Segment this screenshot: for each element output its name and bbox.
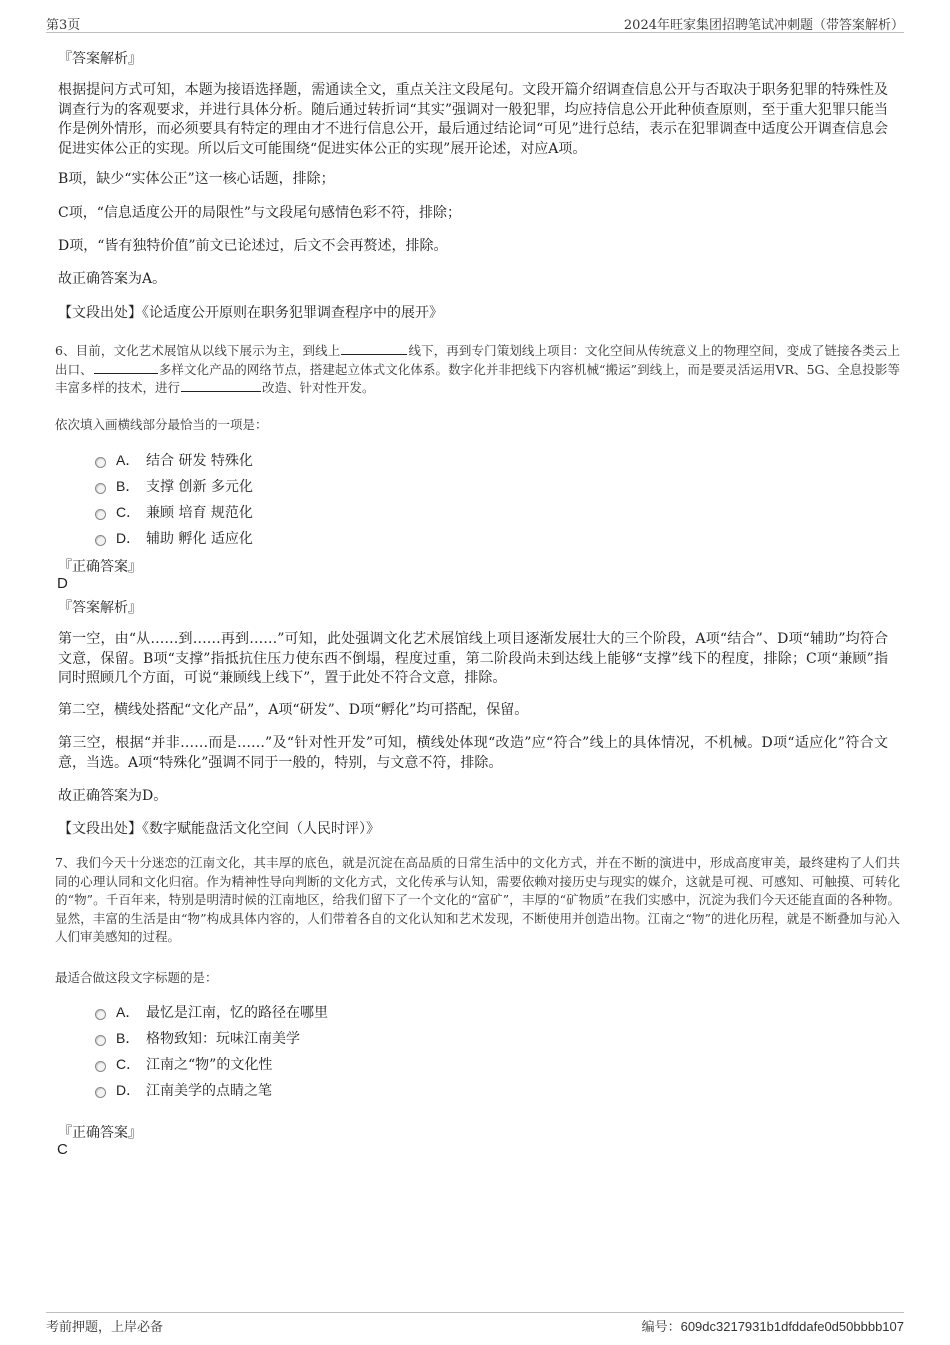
q6-blank-3 (181, 379, 261, 392)
q5-analysis-text: 根据提问方式可知，本题为接语选择题，需通读全文，重点关注文段尾句。文段开篇介绍调查信息公开与否取决于职务犯罪的特殊性及调查行为的客观要求，并进行具体分析。随后通过转折词“其实”强调对一般犯罪，均应持信息公开此种侦查原则，至于重大犯罪只能当作是例外情形，而必须要具有特定的理由才不进行信息公开，最后通过结论词“可见”进行总结，表示在犯罪调查中适度公开调查信息会促进实体公正的实现。所以后文可能围绕“促进实体公正的实现”展开论述，对应A项。 (58, 82, 888, 157)
q6-blank-2 (94, 361, 158, 374)
q5-source: 【文段出处】《论适度公开原则在职务犯罪调查程序中的展开》 (58, 305, 443, 321)
q6-analysis-p2: 第二空，横线处搭配“文化产品”，A项“研发”、D项“孵化”均可搭配，保留。 (58, 702, 529, 718)
q6-answer-label: 『正确答案』 (58, 559, 142, 575)
radio-icon[interactable] (95, 457, 106, 468)
q6-option-d[interactable]: D． 辅助 孵化 适应化 (95, 525, 253, 551)
q7-option-b[interactable]: B． 格物致知：玩味江南美学 (95, 1025, 328, 1051)
q6-stem-part4: 改造、针对性开发。 (262, 380, 375, 395)
q7-answer: C (57, 1141, 68, 1158)
q6-stem-part3: 多样文化产品的网络节点，搭建起立体式文化体系。数字化并非把线下内容机械“搬运”到线上，而是要灵活运用VR、5G、全息投影等丰富多样的技术，进行 (55, 361, 900, 395)
footer-code-value: 609dc3217931b1dfddafe0d50bbbb107 (680, 1319, 904, 1334)
q6-stem-part1: 6、目前，文化艺术展馆从以线下展示为主，到线上 (55, 343, 341, 358)
q6-option-b[interactable]: B． 支撑 创新 多元化 (95, 473, 253, 499)
q6-stem (55, 342, 900, 398)
radio-icon[interactable] (95, 1009, 106, 1020)
q6-analysis-p1: 第一空，由“从……到……再到……”可知，此处强调文化艺术展馆线上项目逐渐发展壮大的三个阶段，A项“结合”、D项“辅助”均符合文意，保留。B项“支撑”指抵抗住压力使东西不倒塌，程度过重，第二阶段尚未到达线上能够“支撑”线下的程度，排除；C项“兼顾”指同时照顾几个方面，可说“兼顾线上线下”，置于此处不符合文意，排除。 (58, 631, 888, 686)
radio-icon[interactable] (95, 509, 106, 520)
q6-analysis-label: 『答案解析』 (58, 600, 142, 616)
q6-options (95, 447, 253, 551)
q6-conclusion: 故正确答案为D。 (58, 788, 168, 804)
q6-blank-1 (341, 342, 407, 355)
q7-option-c[interactable]: C． 江南之“物”的文化性 (95, 1051, 328, 1077)
page-footer (46, 1312, 904, 1333)
radio-icon[interactable] (95, 535, 106, 546)
q7-stem: 7、我们今天十分迷恋的江南文化，其丰厚的底色，就是沉淀在高品质的日常生活中的文化方式，并在不断的演进中，形成高度审美，最终建构了人们共同的心理认同和文化归宿。作为精神性导向判断的文化方式，文化传承与认知，需要依赖对接历史与现实的媒介，这就是可视、可感知、可触摸、可转化的“物”。千百年来，特别是明清时候的江南地区，给我们留下了一个文化的“富矿”，丰厚的“矿物质”在我们实感中，沉淀为我们今天还能直面的各种物。显然，丰富的生活是由“物”构成具体内容的，人们带着各自的文化认知和艺术发现，不断使用并创造出物。江南之“物”的进化历程，就是不断叠加与沁入人们审美感知的过程。 (55, 855, 900, 944)
page-number: 第3页 (46, 18, 81, 33)
page-header (46, 14, 904, 33)
footer-code (642, 1316, 904, 1335)
q6-stem-part2: 线下，再到专门策划线上项目：文化空间从传统意义上的物理空间，变成了链接各类云上出口、 (55, 343, 900, 377)
q6-prompt: 依次填入画横线部分最恰当的一项是： (55, 417, 268, 432)
q6-option-a[interactable]: A． 结合 研发 特殊化 (95, 447, 253, 473)
footer-slogan: 考前押题，上岸必备 (46, 1320, 164, 1335)
q6-option-c[interactable]: C． 兼顾 培育 规范化 (95, 499, 253, 525)
q6-source: 【文段出处】《数字赋能盘活文化空间（人民时评）》 (58, 821, 380, 837)
q5-option-b-note: B项，缺少“实体公正”这一核心话题，排除； (58, 171, 335, 187)
q5-option-d-note: D项，“皆有独特价值”前文已论述过，后文不会再赘述，排除。 (58, 238, 448, 254)
q6-answer: D (57, 575, 68, 592)
document-title: 2024年旺家集团招聘笔试冲刺题（带答案解析） (623, 18, 904, 33)
radio-icon[interactable] (95, 1061, 106, 1072)
footer-code-label: 编号： (641, 1320, 681, 1335)
radio-icon[interactable] (95, 1035, 106, 1046)
q7-prompt: 最适合做这段文字标题的是： (55, 970, 218, 985)
radio-icon[interactable] (95, 483, 106, 494)
q7-answer-label: 『正确答案』 (58, 1125, 142, 1141)
q7-options (95, 999, 328, 1103)
q7-option-a[interactable]: A． 最忆是江南，忆的路径在哪里 (95, 999, 328, 1025)
radio-icon[interactable] (95, 1087, 106, 1098)
q7-option-d[interactable]: D． 江南美学的点睛之笔 (95, 1077, 328, 1103)
q5-conclusion: 故正确答案为A。 (58, 271, 167, 287)
q5-analysis-label: 『答案解析』 (58, 51, 142, 67)
q5-option-c-note: C项，“信息适度公开的局限性”与文段尾句感情色彩不符，排除； (58, 205, 462, 221)
q6-analysis-p3: 第三空，根据“并非……而是……”及“针对性开发”可知，横线处体现“改造”应“符合”线上的具体情况，不机械。D项“适应化”符合文意，当选。A项“特殊化”强调不同于一般的，特别，与文意不符，排除。 (58, 735, 888, 771)
